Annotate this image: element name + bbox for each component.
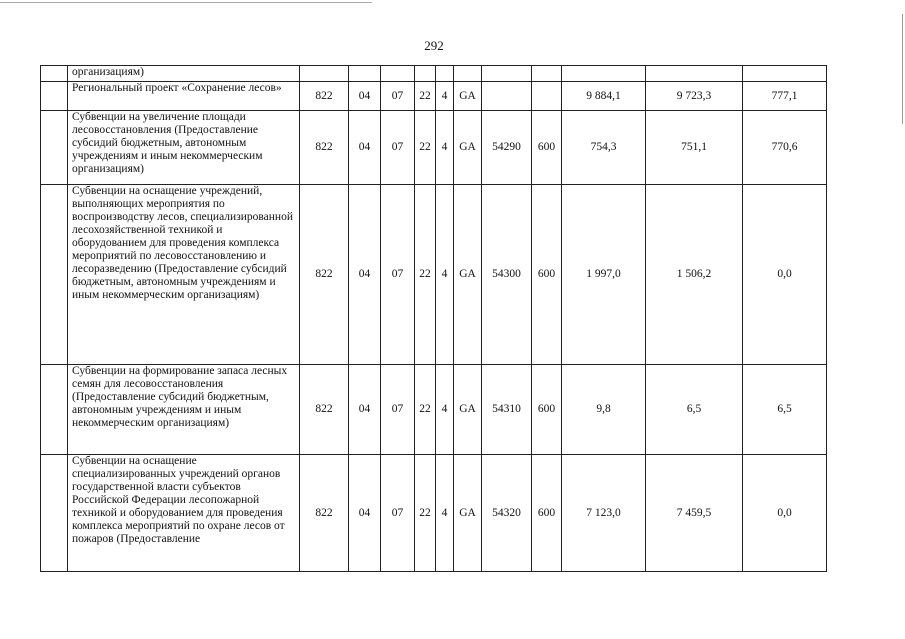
expense-type-code: 600: [532, 365, 562, 455]
table-row: [41, 66, 827, 82]
expense-type-code: [532, 66, 562, 82]
amount-year-3: 6,5: [743, 365, 827, 455]
section-code: 04: [349, 185, 381, 365]
item-name: Субвенции на оснащение учреждений, выполняющих мероприятия по воспроизводству лесов, специализированной лесохозяйственной техникой и оборудованием для проведения комплекса мероприятий по лесовосстановлению и лесоразведению (Предоставление субсидий бюджетным, автономным учреждениям и иным некоммерческим организациям): [68, 185, 300, 365]
row-number-cell: [41, 66, 68, 82]
subsection-code: 07: [381, 82, 415, 111]
amount-year-1: [562, 66, 646, 82]
subsection-code: 07: [381, 455, 415, 572]
item-name: Региональный проект «Сохранение лесов»: [68, 82, 300, 111]
row-number-cell: [41, 455, 68, 572]
table-row: [41, 365, 827, 455]
table-row: [41, 82, 827, 111]
program-code: 22: [415, 82, 436, 111]
expense-type-code: 600: [532, 455, 562, 572]
page-number: 292: [424, 38, 444, 53]
expense-type-code: [532, 82, 562, 111]
amount-year-2: 9 723,3: [646, 82, 743, 111]
table-row: [41, 185, 827, 365]
subprogram-code: 4: [436, 82, 454, 111]
subprogram-code: 4: [436, 455, 454, 572]
direction-code: 54320: [482, 455, 532, 572]
subsection-code: 07: [381, 365, 415, 455]
project-code: GA: [454, 185, 482, 365]
row-number-cell: [41, 185, 68, 365]
expense-type-code: 600: [532, 111, 562, 185]
amount-year-2: [646, 66, 743, 82]
budget-table: [40, 65, 827, 572]
row-number-cell: [41, 365, 68, 455]
amount-year-3: 777,1: [743, 82, 827, 111]
section-code: 04: [349, 455, 381, 572]
program-code: [415, 66, 436, 82]
admin-code: 822: [300, 455, 349, 572]
section-code: [349, 66, 381, 82]
admin-code: 822: [300, 185, 349, 365]
project-code: GA: [454, 111, 482, 185]
subsection-code: 07: [381, 111, 415, 185]
amount-year-3: 770,6: [743, 111, 827, 185]
direction-code: 54310: [482, 365, 532, 455]
item-name: Субвенции на формирование запаса лесных семян для лесовосстановления (Предоставление субсидий бюджетным, автономным учреждениям и иным некоммерческим организациям): [68, 365, 300, 455]
amount-year-1: 1 997,0: [562, 185, 646, 365]
section-code: 04: [349, 82, 381, 111]
program-code: 22: [415, 111, 436, 185]
subsection-code: 07: [381, 185, 415, 365]
item-name: организациям): [68, 66, 300, 82]
subprogram-code: 4: [436, 365, 454, 455]
direction-code: 54300: [482, 185, 532, 365]
subprogram-code: 4: [436, 111, 454, 185]
table-row: [41, 111, 827, 185]
amount-year-2: 1 506,2: [646, 185, 743, 365]
subprogram-code: 4: [436, 185, 454, 365]
admin-code: 822: [300, 82, 349, 111]
amount-year-2: 7 459,5: [646, 455, 743, 572]
amount-year-3: 0,0: [743, 185, 827, 365]
program-code: 22: [415, 185, 436, 365]
top-rule: [0, 2, 372, 3]
table-row: [41, 455, 827, 572]
program-code: 22: [415, 455, 436, 572]
item-name: Субвенции на оснащение специализированных учреждений органов государственной власти субъектов Российской Федерации лесопожарной техникой и оборудованием для проведения комплекса мероприятий по охране лесов от пожаров (Предоставление: [68, 455, 300, 572]
subprogram-code: [436, 66, 454, 82]
project-code: GA: [454, 455, 482, 572]
amount-year-3: 0,0: [743, 455, 827, 572]
amount-year-2: 6,5: [646, 365, 743, 455]
amount-year-2: 751,1: [646, 111, 743, 185]
program-code: 22: [415, 365, 436, 455]
direction-code: [482, 82, 532, 111]
item-name: Субвенции на увеличение площади лесовосстановления (Предоставление субсидий бюджетным, автономным учреждениям и иным некоммерческим организациям): [68, 111, 300, 185]
margin-rule: [902, 14, 903, 124]
admin-code: 822: [300, 111, 349, 185]
admin-code: 822: [300, 365, 349, 455]
admin-code: [300, 66, 349, 82]
expense-type-code: 600: [532, 185, 562, 365]
project-code: GA: [454, 365, 482, 455]
amount-year-1: 7 123,0: [562, 455, 646, 572]
subsection-code: [381, 66, 415, 82]
amount-year-1: 754,3: [562, 111, 646, 185]
amount-year-3: [743, 66, 827, 82]
amount-year-1: 9 884,1: [562, 82, 646, 111]
row-number-cell: [41, 82, 68, 111]
row-number-cell: [41, 111, 68, 185]
direction-code: [482, 66, 532, 82]
project-code: [454, 66, 482, 82]
amount-year-1: 9,8: [562, 365, 646, 455]
section-code: 04: [349, 365, 381, 455]
project-code: GA: [454, 82, 482, 111]
section-code: 04: [349, 111, 381, 185]
direction-code: 54290: [482, 111, 532, 185]
